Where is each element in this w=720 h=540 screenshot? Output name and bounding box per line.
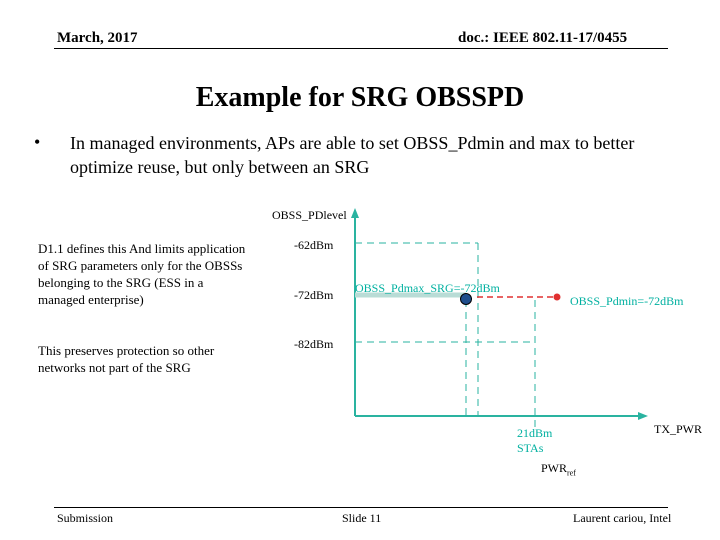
bullet-marker: •: [34, 132, 41, 152]
pdmin-label: OBSS_Pdmin=-72dBm: [570, 294, 684, 308]
footer-submission: Submission: [57, 511, 114, 525]
footer-author: Laurent cariou, Intel: [573, 511, 672, 525]
header-doc-id: doc.: IEEE 802.11-17/0455: [458, 30, 628, 46]
pwr-ref-label: [541, 461, 576, 477]
note-d11: D1.1 defines this And limits application of SRG parameters only for the OBSSs belonging to the SRG (ESS in a managed enterprise): [38, 241, 246, 307]
y-axis-label: OBSS_PDlevel: [272, 208, 347, 222]
slide-title: Example for SRG OBSSPD: [195, 82, 525, 113]
footer-rule: [54, 507, 668, 508]
tick-62dbm: -62dBm: [294, 238, 334, 252]
y-axis-arrow: [351, 208, 359, 218]
note-protection: This preserves protection so other networks not part of the SRG: [38, 343, 215, 375]
pwr-label-text: PWR: [541, 461, 568, 475]
tick-72dbm: -72dBm: [294, 288, 334, 302]
red-dot: [554, 294, 561, 301]
pwr-label-sub: ref: [567, 468, 576, 478]
label-stas: STAs: [517, 441, 544, 455]
footer-slide-number: Slide 11: [342, 511, 382, 525]
pdmax-label: OBSS_Pdmax_SRG=-72dBm: [355, 281, 500, 295]
header-date: March, 2017: [57, 30, 138, 46]
x-axis-arrow: [638, 412, 648, 420]
x-axis-label: TX_PWR: [654, 422, 702, 436]
bullet-text: In managed environments, APs are able to set OBSS_Pdmin and max to better optimize reuse, but only between an SRG: [70, 133, 635, 177]
label-21dbm: 21dBm: [517, 426, 553, 440]
tick-82dbm: -82dBm: [294, 337, 334, 351]
